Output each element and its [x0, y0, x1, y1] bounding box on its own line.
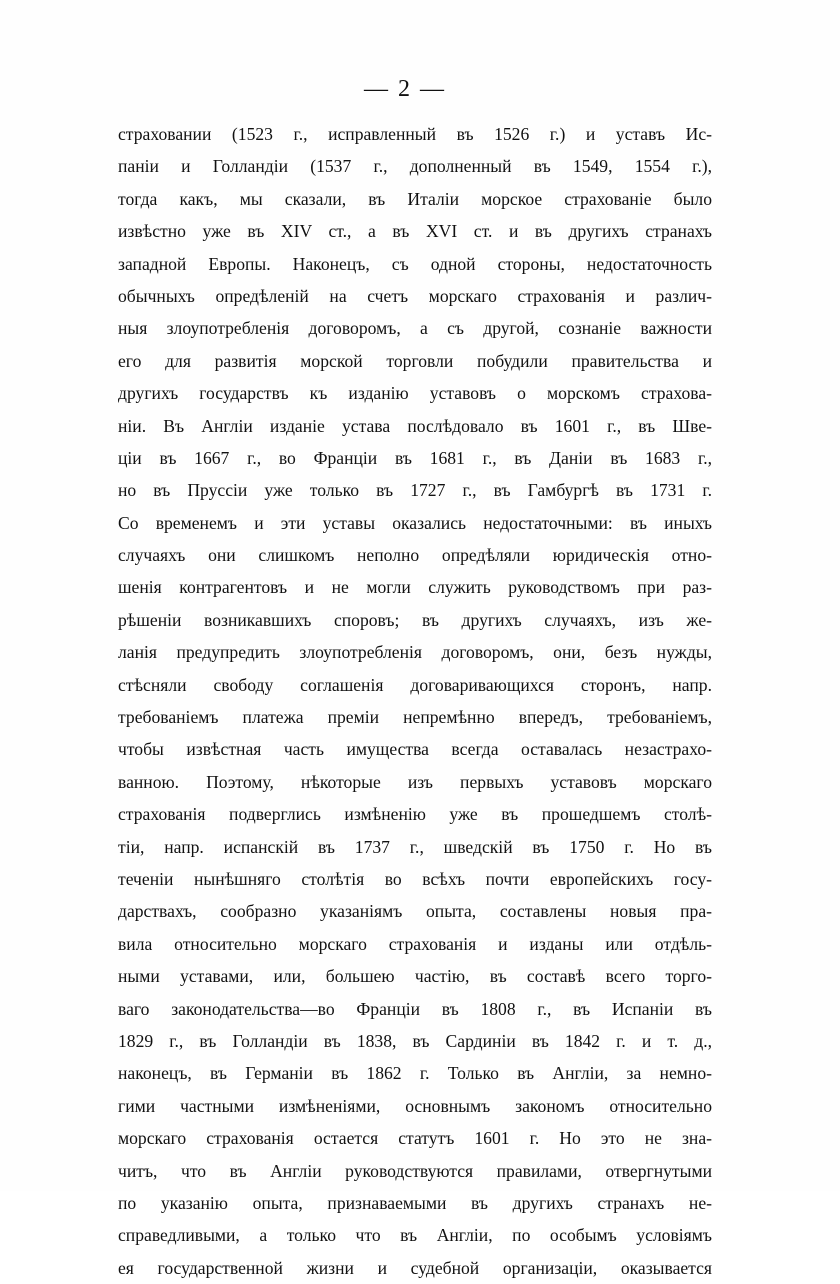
text-line: по указанію опыта, признаваемыми въ другихъ странахъ не- [118, 1192, 712, 1213]
text-line: обычныхъ опредѣленій на счетъ морскаго страхованія и различ- [118, 285, 712, 306]
body-text [118, 118, 712, 1284]
text-line: ціи въ 1667 г., во Франціи въ 1681 г., въ Даніи въ 1683 г., [118, 447, 712, 468]
text-line: тіи, напр. испанскій въ 1737 г., шведскій въ 1750 г. Но въ [118, 836, 712, 857]
text-line: другихъ государствъ къ изданію уставовъ о морскомъ страхова- [118, 383, 712, 404]
text-line: шенія контрагентовъ и не могли служить руководствомъ при раз- [118, 577, 712, 598]
text-line: но въ Пруссіи уже только въ 1727 г., въ Гамбургѣ въ 1731 г. [118, 480, 712, 501]
text-line: вила относительно морскаго страхованія и изданы или отдѣль- [118, 933, 712, 954]
text-line: случаяхъ они слишкомъ неполно опредѣляли юридическія отно- [118, 545, 712, 566]
text-line: западной Европы. Наконецъ, съ одной стороны, недостаточность [118, 253, 712, 274]
text-line: паніи и Голландіи (1537 г., дополненный въ 1549, 1554 г.), [118, 156, 712, 177]
text-line: ніи. Въ Англіи изданіе устава послѣдовало въ 1601 г., въ Шве- [118, 415, 712, 436]
text-line: тогда какъ, мы сказали, въ Италіи морское страхованіе было [118, 188, 712, 209]
text-line: ныя злоупотребленія договоромъ, а съ другой, сознаніе важности [118, 318, 712, 339]
text-line: ными уставами, или, большею частію, въ составѣ всего торго- [118, 966, 712, 987]
text-line: Со временемъ и эти уставы оказались недостаточными: въ иныхъ [118, 512, 712, 533]
text-line: рѣшеніи возникавшихъ споровъ; въ другихъ случаяхъ, изъ же- [118, 609, 712, 630]
text-line: наконецъ, въ Германіи въ 1862 г. Только въ Англіи, за немно- [118, 1063, 712, 1084]
text-line: чтобы извѣстная часть имущества всегда оставалась незастрахо- [118, 739, 712, 760]
text-line: 1829 г., въ Голландіи въ 1838, въ Сардиніи въ 1842 г. и т. д., [118, 1030, 712, 1051]
text-line: справедливыми, а только что въ Англіи, по особымъ условіямъ [118, 1225, 712, 1246]
text-line: стѣсняли свободу соглашенія договаривающихся сторонъ, напр. [118, 674, 712, 695]
text-line: гими частными измѣненіями, основнымъ закономъ относительно [118, 1095, 712, 1116]
text-line: читъ, что въ Англіи руководствуются правилами, отвергнутыми [118, 1160, 712, 1181]
page-number: — 2 — [364, 76, 446, 102]
text-line: страхованія подверглись измѣненію уже въ прошедшемъ столѣ- [118, 804, 712, 825]
text-line: страховании (1523 г., исправленный въ 1526 г.) и уставъ Ис- [118, 124, 712, 144]
text-line: дарствахъ, сообразно указаніямъ опыта, составлены новыя пра- [118, 901, 712, 922]
text-line: его для развитія морской торговли побудили правительства и [118, 350, 712, 371]
text-line: ея государственной жизни и судебной организаціи, оказывается [118, 1257, 712, 1278]
text-line: извѣстно уже въ XIV ст., а въ XVI ст. и въ другихъ странахъ [118, 221, 712, 242]
text-line: теченіи нынѣшняго столѣтія во всѣхъ почти европейскихъ госу- [118, 868, 712, 889]
text-line: ванною. Поэтому, нѣкоторые изъ первыхъ уставовъ морскаго [118, 771, 712, 792]
text-line: морскаго страхованія остается статутъ 1601 г. Но это не зна- [118, 1128, 712, 1149]
text-line: требованіемъ платежа преміи непремѣнно впередъ, требованіемъ, [118, 707, 712, 728]
text-line: ваго законодательства—во Франціи въ 1808 г., въ Испаніи въ [118, 998, 712, 1019]
text-line: ланія предупредить злоупотребленія договоромъ, они, безъ нужды, [118, 642, 712, 663]
